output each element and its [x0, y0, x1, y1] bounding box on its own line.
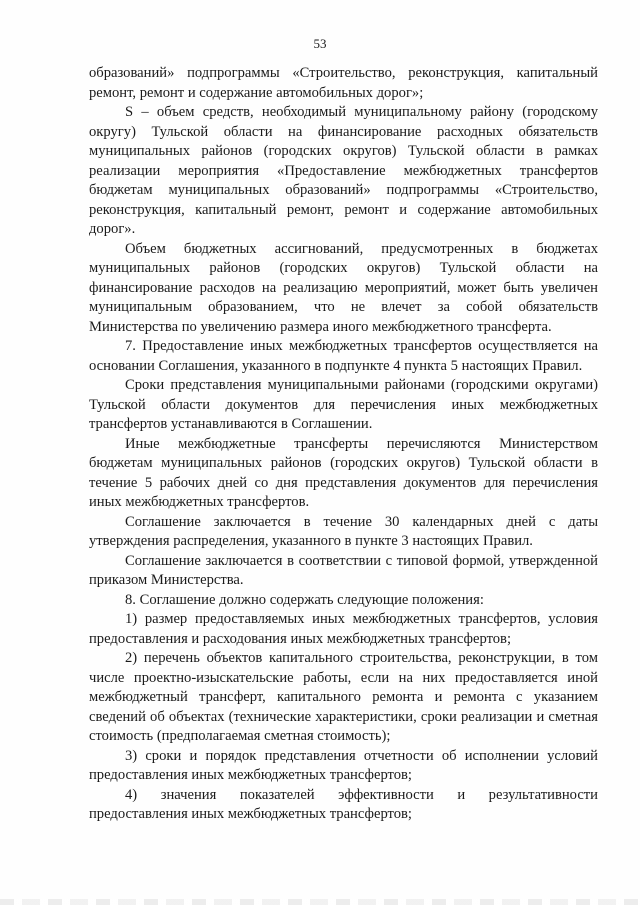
paragraph: 2) перечень объектов капитального строительства, реконструкции, в том числе проектно-изыскательские работы, если на них предоставляется иной межбюджетный трансферт, капитального ремонта и ремонта с указанием сведений об объектах (технические характеристики, сроки реализации и сметная стоимость (предполагаемая сметная стоимость); — [89, 650, 598, 744]
scan-edge-artifact — [0, 899, 640, 905]
document-body — [89, 64, 598, 825]
paragraph: Соглашение заключается в течение 30 календарных дней с даты утверждения распределения, указанного в пункте 3 настоящих Правил. — [89, 513, 598, 549]
paragraph: Иные межбюджетные трансферты перечисляются Министерством бюджетам муниципальных районов (городских округов) Тульской области в течение 5 рабочих дней со дня представления документов для перечисления иных межбюджетных трансфертов. — [89, 435, 598, 510]
paragraph: образований» подпрограммы «Строительство, реконструкция, капитальный ремонт, ремонт и содержание автомобильных дорог»; — [89, 65, 598, 101]
paragraph: 7. Предоставление иных межбюджетных трансфертов осуществляется на основании Соглашения, указанного в подпункте 4 пункта 5 настоящих Правил. — [89, 338, 598, 374]
paragraph: Сроки представления муниципальными районами (городскими округами) Тульской области документов для перечисления иных межбюджетных трансфертов устанавливаются в Соглашении. — [89, 377, 598, 432]
page-number: 53 — [313, 36, 327, 51]
paragraph: S – объем средств, необходимый муниципальному району (городскому округу) Тульской области на финансирование расходных обязательств муниципальных районов (городских округов) Тульской области в рамках реализации мероприятия «Предоставление межбюджетных трансфертов бюджетам муниципальных образований» подпрограммы «Строительство, реконструкция, капитальный ремонт, ремонт и содержание автомобильных дорог». — [89, 104, 598, 237]
paragraph: 4) значения показателей эффективности и результативности предоставления иных межбюджетных трансфертов; — [89, 786, 598, 822]
paragraph: Объем бюджетных ассигнований, предусмотренных в бюджетах муниципальных районов (городских округов) Тульской области на финансирование расходов на реализацию мероприятий, может быть увеличен муниципальным образованием, что не влечет за собой обязательств Министерства по увеличению размера иного межбюджетного трансферта. — [89, 240, 598, 335]
paragraph: 8. Соглашение должно содержать следующие положения: — [125, 591, 484, 608]
paragraph: 3) сроки и порядок представления отчетности об исполнении условий предоставления иных межбюджетных трансфертов; — [89, 747, 598, 783]
paragraph: 1) размер предоставляемых иных межбюджетных трансфертов, условия предоставления и расходования иных межбюджетных трансфертов; — [89, 611, 598, 647]
paragraph: Соглашение заключается в соответствии с типовой формой, утвержденной приказом Министерства. — [89, 552, 598, 588]
